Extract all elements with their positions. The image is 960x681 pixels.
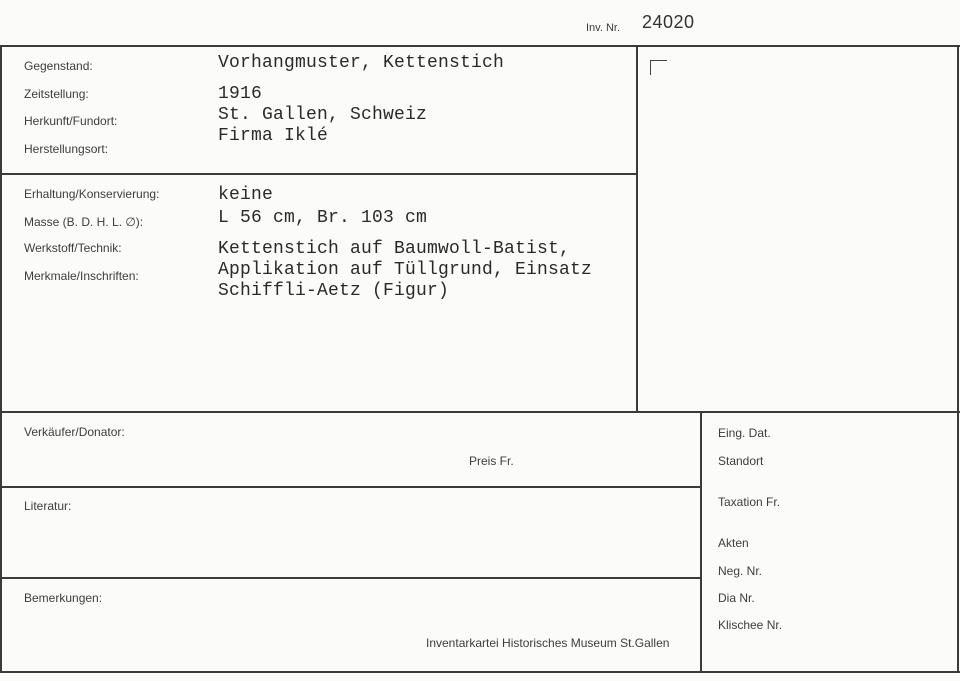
literatur-label: Literatur: bbox=[24, 499, 72, 513]
standort-label: Standort bbox=[718, 454, 764, 468]
werkstoff-value-line-3: Schiffli-Aetz (Figur) bbox=[218, 281, 450, 301]
section-rule bbox=[0, 411, 960, 413]
taxation-label: Taxation Fr. bbox=[718, 495, 781, 509]
vertical-divider-lower bbox=[700, 411, 702, 673]
right-border bbox=[957, 45, 959, 673]
werkstoff-value-line-2: Applikation auf Tüllgrund, Einsatz bbox=[218, 260, 593, 280]
inv-number: 24020 bbox=[642, 12, 695, 32]
inv-nr-label: Inv. Nr. bbox=[586, 22, 621, 34]
klischee-nr-label: Klischee Nr. bbox=[718, 618, 783, 632]
top-rule bbox=[0, 45, 960, 47]
herstellungsort-value: Firma Iklé bbox=[218, 126, 329, 146]
bottom-rule bbox=[0, 671, 960, 673]
akten-label: Akten bbox=[718, 536, 749, 550]
footer-text: Inventarkartei Historisches Museum St.Gallen bbox=[426, 636, 670, 650]
bemerkungen-rule bbox=[0, 577, 701, 579]
masse-label: Masse (B. D. H. L. ∅): bbox=[24, 215, 144, 229]
werkstoff-value-line-1: Kettenstich auf Baumwoll-Batist, bbox=[218, 239, 571, 259]
erhaltung-label: Erhaltung/Konservierung: bbox=[24, 187, 160, 201]
preis-label: Preis Fr. bbox=[469, 454, 514, 468]
verkaeufer-label: Verkäufer/Donator: bbox=[24, 425, 125, 439]
mid-rule-left bbox=[0, 173, 637, 175]
bemerkungen-label: Bemerkungen: bbox=[24, 591, 103, 605]
literatur-rule bbox=[0, 486, 701, 488]
merkmale-label: Merkmale/Inschriften: bbox=[24, 269, 139, 283]
masse-value: L 56 cm, Br. 103 cm bbox=[218, 208, 428, 228]
herkunft-label: Herkunft/Fundort: bbox=[24, 114, 118, 128]
corner-mark bbox=[650, 60, 667, 75]
gegenstand-value: Vorhangmuster, Kettenstich bbox=[218, 53, 505, 73]
herstellungsort-label: Herstellungsort: bbox=[24, 142, 109, 156]
vertical-divider-upper bbox=[636, 45, 638, 412]
neg-nr-label: Neg. Nr. bbox=[718, 564, 763, 578]
erhaltung-value: keine bbox=[218, 185, 274, 205]
werkstoff-label: Werkstoff/Technik: bbox=[24, 241, 122, 255]
left-border bbox=[0, 45, 2, 673]
eing-dat-label: Eing. Dat. bbox=[718, 426, 771, 440]
dia-nr-label: Dia Nr. bbox=[718, 591, 755, 605]
herkunft-value: St. Gallen, Schweiz bbox=[218, 105, 428, 125]
zeitstellung-label: Zeitstellung: bbox=[24, 87, 89, 101]
gegenstand-label: Gegenstand: bbox=[24, 59, 93, 73]
zeitstellung-value: 1916 bbox=[218, 84, 263, 104]
